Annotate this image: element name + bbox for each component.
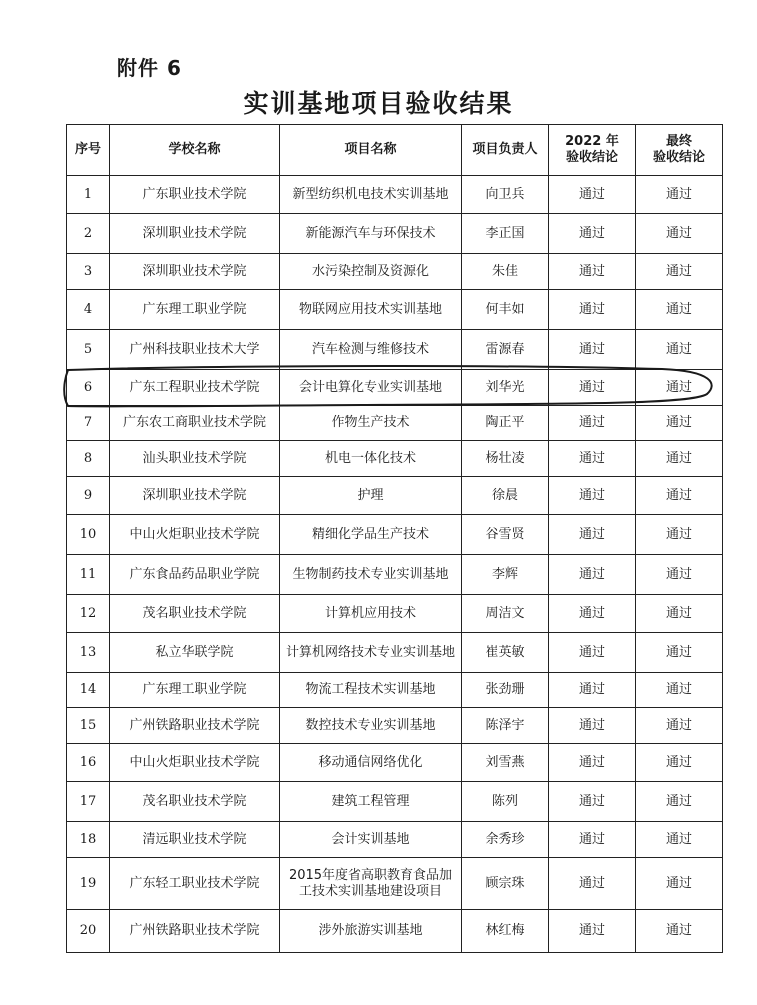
row-project: 生物制药技术专业实训基地 bbox=[280, 555, 462, 595]
row-project: 会计实训基地 bbox=[280, 822, 462, 858]
row-leader: 何丰如 bbox=[462, 290, 549, 330]
attachment-label: 附件 6 bbox=[117, 56, 182, 80]
row-final-result: 通过 bbox=[636, 555, 723, 595]
row-index: 17 bbox=[67, 782, 110, 822]
row-final-result: 通过 bbox=[636, 744, 723, 782]
row-project: 建筑工程管理 bbox=[280, 782, 462, 822]
table-row bbox=[67, 406, 723, 441]
row-leader: 杨壮凌 bbox=[462, 441, 549, 477]
table-row bbox=[67, 555, 723, 595]
table-row bbox=[67, 477, 723, 515]
row-index: 15 bbox=[67, 708, 110, 744]
row-school: 广州铁路职业技术学院 bbox=[110, 708, 280, 744]
row-project: 物流工程技术实训基地 bbox=[280, 673, 462, 708]
header-project: 项目名称 bbox=[280, 125, 462, 176]
row-index: 1 bbox=[67, 176, 110, 214]
acceptance-results-table bbox=[66, 124, 723, 953]
row-final-result: 通过 bbox=[636, 910, 723, 953]
row-leader: 张劲珊 bbox=[462, 673, 549, 708]
row-index: 5 bbox=[67, 330, 110, 370]
row-final-result: 通过 bbox=[636, 782, 723, 822]
row-index: 2 bbox=[67, 214, 110, 254]
table-row bbox=[67, 176, 723, 214]
row-2022-result: 通过 bbox=[549, 290, 636, 330]
table-row bbox=[67, 822, 723, 858]
row-school: 深圳职业技术学院 bbox=[110, 254, 280, 290]
row-2022-result: 通过 bbox=[549, 782, 636, 822]
table-header-row bbox=[67, 125, 723, 176]
row-project: 作物生产技术 bbox=[280, 406, 462, 441]
row-school: 深圳职业技术学院 bbox=[110, 477, 280, 515]
table-row bbox=[67, 673, 723, 708]
row-2022-result: 通过 bbox=[549, 595, 636, 633]
row-school: 广东职业技术学院 bbox=[110, 176, 280, 214]
row-school: 私立华联学院 bbox=[110, 633, 280, 673]
row-2022-result: 通过 bbox=[549, 515, 636, 555]
row-2022-result: 通过 bbox=[549, 370, 636, 406]
row-project: 水污染控制及资源化 bbox=[280, 254, 462, 290]
row-leader: 向卫兵 bbox=[462, 176, 549, 214]
row-leader: 雷源春 bbox=[462, 330, 549, 370]
row-index: 10 bbox=[67, 515, 110, 555]
row-final-result: 通过 bbox=[636, 822, 723, 858]
header-school: 学校名称 bbox=[110, 125, 280, 176]
row-index: 14 bbox=[67, 673, 110, 708]
row-2022-result: 通过 bbox=[549, 633, 636, 673]
row-school: 广东农工商职业技术学院 bbox=[110, 406, 280, 441]
table-row bbox=[67, 708, 723, 744]
row-final-result: 通过 bbox=[636, 708, 723, 744]
row-final-result: 通过 bbox=[636, 441, 723, 477]
row-project: 精细化学品生产技术 bbox=[280, 515, 462, 555]
row-project: 护理 bbox=[280, 477, 462, 515]
row-index: 3 bbox=[67, 254, 110, 290]
row-index: 12 bbox=[67, 595, 110, 633]
row-school: 中山火炬职业技术学院 bbox=[110, 744, 280, 782]
row-final-result: 通过 bbox=[636, 477, 723, 515]
row-leader: 陈列 bbox=[462, 782, 549, 822]
row-2022-result: 通过 bbox=[549, 441, 636, 477]
row-2022-result: 通过 bbox=[549, 555, 636, 595]
header-final-result: 最终 验收结论 bbox=[636, 125, 723, 176]
table-row bbox=[67, 595, 723, 633]
table-row bbox=[67, 910, 723, 953]
row-index: 8 bbox=[67, 441, 110, 477]
row-leader: 陈泽宇 bbox=[462, 708, 549, 744]
row-project: 新能源汽车与环保技术 bbox=[280, 214, 462, 254]
row-2022-result: 通过 bbox=[549, 214, 636, 254]
row-final-result: 通过 bbox=[636, 515, 723, 555]
row-index: 11 bbox=[67, 555, 110, 595]
table-row bbox=[67, 858, 723, 910]
row-leader: 周洁文 bbox=[462, 595, 549, 633]
row-index: 19 bbox=[67, 858, 110, 910]
row-project: 汽车检测与维修技术 bbox=[280, 330, 462, 370]
table-row bbox=[67, 330, 723, 370]
table-row bbox=[67, 290, 723, 330]
row-project: 2015年度省高职教育食品加工技术实训基地建设项目 bbox=[280, 858, 462, 910]
row-school: 深圳职业技术学院 bbox=[110, 214, 280, 254]
row-leader: 余秀珍 bbox=[462, 822, 549, 858]
row-final-result: 通过 bbox=[636, 673, 723, 708]
row-2022-result: 通过 bbox=[549, 822, 636, 858]
table-row bbox=[67, 370, 723, 406]
row-school: 广州铁路职业技术学院 bbox=[110, 910, 280, 953]
row-2022-result: 通过 bbox=[549, 744, 636, 782]
row-school: 广州科技职业技术大学 bbox=[110, 330, 280, 370]
row-2022-result: 通过 bbox=[549, 330, 636, 370]
row-index: 16 bbox=[67, 744, 110, 782]
row-final-result: 通过 bbox=[636, 595, 723, 633]
row-school: 广东工程职业技术学院 bbox=[110, 370, 280, 406]
header-leader: 项目负责人 bbox=[462, 125, 549, 176]
row-leader: 李正国 bbox=[462, 214, 549, 254]
row-leader: 刘雪燕 bbox=[462, 744, 549, 782]
row-final-result: 通过 bbox=[636, 254, 723, 290]
row-2022-result: 通过 bbox=[549, 858, 636, 910]
row-index: 9 bbox=[67, 477, 110, 515]
row-school: 茂名职业技术学院 bbox=[110, 782, 280, 822]
table-row bbox=[67, 214, 723, 254]
header-2022-result: 2022 年 验收结论 bbox=[549, 125, 636, 176]
row-project: 计算机网络技术专业实训基地 bbox=[280, 633, 462, 673]
row-final-result: 通过 bbox=[636, 406, 723, 441]
row-2022-result: 通过 bbox=[549, 910, 636, 953]
row-final-result: 通过 bbox=[636, 214, 723, 254]
row-school: 广东理工职业学院 bbox=[110, 290, 280, 330]
row-project: 计算机应用技术 bbox=[280, 595, 462, 633]
row-project: 数控技术专业实训基地 bbox=[280, 708, 462, 744]
row-school: 茂名职业技术学院 bbox=[110, 595, 280, 633]
row-project: 会计电算化专业实训基地 bbox=[280, 370, 462, 406]
table-row bbox=[67, 254, 723, 290]
page-title: 实训基地项目验收结果 bbox=[243, 89, 514, 118]
row-final-result: 通过 bbox=[636, 633, 723, 673]
row-leader: 林红梅 bbox=[462, 910, 549, 953]
row-school: 广东轻工职业技术学院 bbox=[110, 858, 280, 910]
row-leader: 谷雪贤 bbox=[462, 515, 549, 555]
row-index: 18 bbox=[67, 822, 110, 858]
table-row bbox=[67, 441, 723, 477]
row-school: 广东食品药品职业学院 bbox=[110, 555, 280, 595]
row-2022-result: 通过 bbox=[549, 254, 636, 290]
row-leader: 徐晨 bbox=[462, 477, 549, 515]
row-2022-result: 通过 bbox=[549, 176, 636, 214]
header-index: 序号 bbox=[67, 125, 110, 176]
row-leader: 顾宗珠 bbox=[462, 858, 549, 910]
row-project: 移动通信网络优化 bbox=[280, 744, 462, 782]
row-2022-result: 通过 bbox=[549, 708, 636, 744]
row-index: 13 bbox=[67, 633, 110, 673]
row-2022-result: 通过 bbox=[549, 477, 636, 515]
row-final-result: 通过 bbox=[636, 290, 723, 330]
row-school: 广东理工职业学院 bbox=[110, 673, 280, 708]
row-index: 7 bbox=[67, 406, 110, 441]
table-row bbox=[67, 744, 723, 782]
table-row bbox=[67, 633, 723, 673]
row-project: 物联网应用技术实训基地 bbox=[280, 290, 462, 330]
row-index: 20 bbox=[67, 910, 110, 953]
row-school: 汕头职业技术学院 bbox=[110, 441, 280, 477]
row-index: 4 bbox=[67, 290, 110, 330]
row-leader: 刘华光 bbox=[462, 370, 549, 406]
row-2022-result: 通过 bbox=[549, 673, 636, 708]
row-project: 新型纺织机电技术实训基地 bbox=[280, 176, 462, 214]
row-project: 涉外旅游实训基地 bbox=[280, 910, 462, 953]
row-school: 中山火炬职业技术学院 bbox=[110, 515, 280, 555]
row-leader: 朱佳 bbox=[462, 254, 549, 290]
row-school: 清远职业技术学院 bbox=[110, 822, 280, 858]
row-2022-result: 通过 bbox=[549, 406, 636, 441]
row-final-result: 通过 bbox=[636, 370, 723, 406]
row-leader: 崔英敏 bbox=[462, 633, 549, 673]
row-leader: 李辉 bbox=[462, 555, 549, 595]
row-final-result: 通过 bbox=[636, 858, 723, 910]
row-final-result: 通过 bbox=[636, 176, 723, 214]
table-row bbox=[67, 515, 723, 555]
row-index: 6 bbox=[67, 370, 110, 406]
row-final-result: 通过 bbox=[636, 330, 723, 370]
row-project: 机电一体化技术 bbox=[280, 441, 462, 477]
row-leader: 陶正平 bbox=[462, 406, 549, 441]
table-row bbox=[67, 782, 723, 822]
